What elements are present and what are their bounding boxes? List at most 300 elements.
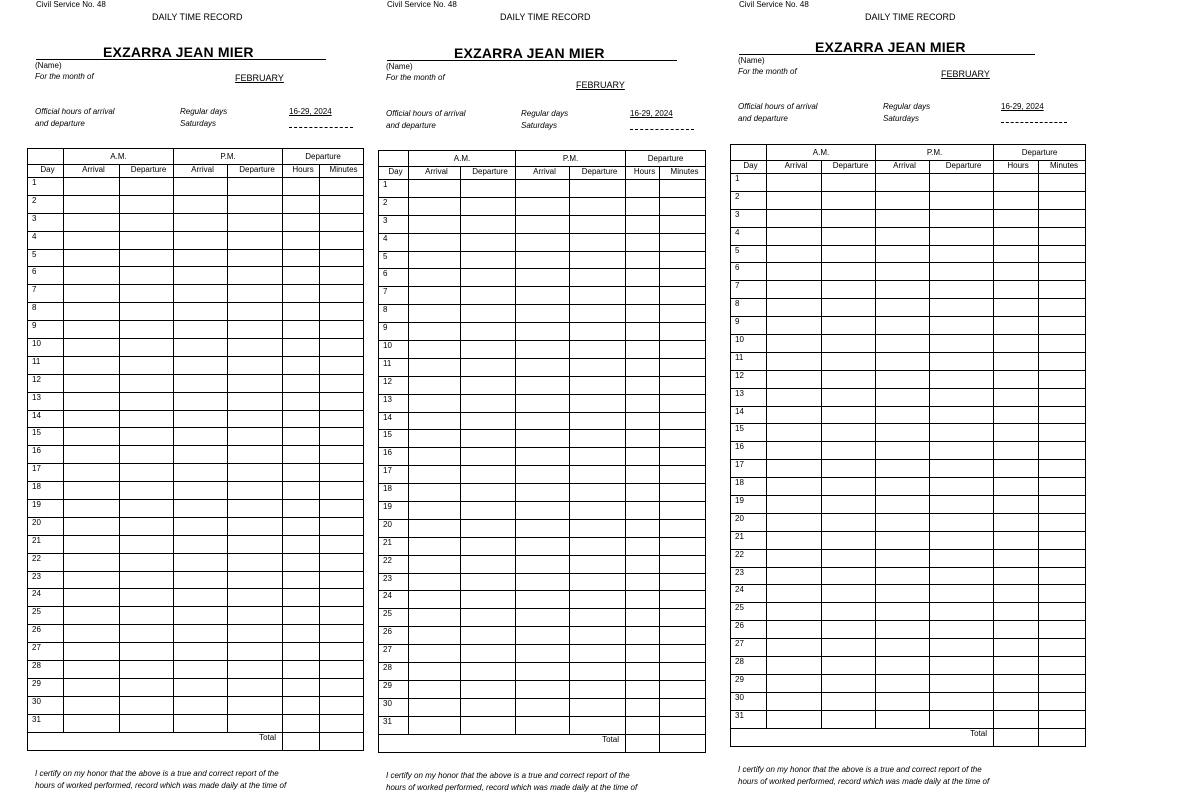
time-entry-cell[interactable] bbox=[876, 710, 930, 728]
time-entry-cell[interactable] bbox=[767, 692, 822, 710]
time-entry-cell[interactable] bbox=[228, 267, 283, 285]
time-entry-cell[interactable] bbox=[461, 430, 516, 448]
time-entry-cell[interactable] bbox=[930, 513, 994, 531]
time-entry-cell[interactable] bbox=[120, 678, 174, 696]
time-entry-cell[interactable] bbox=[570, 412, 626, 430]
time-entry-cell[interactable] bbox=[876, 227, 930, 245]
time-entry-cell[interactable] bbox=[930, 424, 994, 442]
time-entry-cell[interactable] bbox=[228, 428, 283, 446]
time-entry-cell[interactable] bbox=[120, 714, 174, 732]
time-entry-cell[interactable] bbox=[930, 442, 994, 460]
time-entry-cell[interactable] bbox=[461, 537, 516, 555]
time-entry-cell[interactable] bbox=[626, 341, 660, 359]
time-entry-cell[interactable] bbox=[626, 663, 660, 681]
time-entry-cell[interactable] bbox=[1039, 478, 1086, 496]
time-entry-cell[interactable] bbox=[626, 323, 660, 341]
time-entry-cell[interactable] bbox=[930, 388, 994, 406]
time-entry-cell[interactable] bbox=[516, 394, 570, 412]
time-entry-cell[interactable] bbox=[660, 663, 706, 681]
time-entry-cell[interactable] bbox=[283, 553, 320, 571]
time-entry-cell[interactable] bbox=[228, 321, 283, 339]
time-entry-cell[interactable] bbox=[409, 609, 461, 627]
time-entry-cell[interactable] bbox=[283, 267, 320, 285]
time-entry-cell[interactable] bbox=[120, 661, 174, 679]
time-entry-cell[interactable] bbox=[626, 680, 660, 698]
time-entry-cell[interactable] bbox=[930, 710, 994, 728]
time-entry-cell[interactable] bbox=[822, 424, 876, 442]
time-entry-cell[interactable] bbox=[461, 555, 516, 573]
time-entry-cell[interactable] bbox=[660, 484, 706, 502]
time-entry-cell[interactable] bbox=[767, 567, 822, 585]
time-entry-cell[interactable] bbox=[660, 448, 706, 466]
time-entry-cell[interactable] bbox=[516, 358, 570, 376]
time-entry-cell[interactable] bbox=[626, 645, 660, 663]
time-entry-cell[interactable] bbox=[876, 245, 930, 263]
time-entry-cell[interactable] bbox=[461, 305, 516, 323]
time-entry-cell[interactable] bbox=[409, 430, 461, 448]
time-entry-cell[interactable] bbox=[930, 174, 994, 192]
time-entry-cell[interactable] bbox=[283, 446, 320, 464]
time-entry-cell[interactable] bbox=[64, 285, 120, 303]
time-entry-cell[interactable] bbox=[930, 692, 994, 710]
time-entry-cell[interactable] bbox=[461, 680, 516, 698]
time-entry-cell[interactable] bbox=[174, 339, 228, 357]
time-entry-cell[interactable] bbox=[228, 517, 283, 535]
time-entry-cell[interactable] bbox=[461, 698, 516, 716]
time-entry-cell[interactable] bbox=[822, 549, 876, 567]
time-entry-cell[interactable] bbox=[409, 448, 461, 466]
time-entry-cell[interactable] bbox=[461, 251, 516, 269]
time-entry-cell[interactable] bbox=[660, 269, 706, 287]
time-entry-cell[interactable] bbox=[767, 388, 822, 406]
time-entry-cell[interactable] bbox=[64, 517, 120, 535]
time-entry-cell[interactable] bbox=[409, 251, 461, 269]
time-entry-cell[interactable] bbox=[994, 657, 1039, 675]
time-entry-cell[interactable] bbox=[570, 394, 626, 412]
time-entry-cell[interactable] bbox=[660, 502, 706, 520]
time-entry-cell[interactable] bbox=[876, 191, 930, 209]
time-entry-cell[interactable] bbox=[120, 195, 174, 213]
time-entry-cell[interactable] bbox=[228, 482, 283, 500]
time-entry-cell[interactable] bbox=[283, 178, 320, 196]
time-entry-cell[interactable] bbox=[283, 195, 320, 213]
time-entry-cell[interactable] bbox=[228, 696, 283, 714]
time-entry-cell[interactable] bbox=[994, 496, 1039, 514]
time-entry-cell[interactable] bbox=[64, 392, 120, 410]
time-entry-cell[interactable] bbox=[64, 267, 120, 285]
time-entry-cell[interactable] bbox=[626, 412, 660, 430]
time-entry-cell[interactable] bbox=[516, 680, 570, 698]
time-entry-cell[interactable] bbox=[767, 424, 822, 442]
time-entry-cell[interactable] bbox=[283, 249, 320, 267]
time-entry-cell[interactable] bbox=[1039, 299, 1086, 317]
time-entry-cell[interactable] bbox=[174, 285, 228, 303]
time-entry-cell[interactable] bbox=[120, 482, 174, 500]
time-entry-cell[interactable] bbox=[516, 412, 570, 430]
time-entry-cell[interactable] bbox=[767, 585, 822, 603]
time-entry-cell[interactable] bbox=[1039, 710, 1086, 728]
time-entry-cell[interactable] bbox=[516, 341, 570, 359]
total-minutes-cell[interactable] bbox=[660, 734, 706, 752]
time-entry-cell[interactable] bbox=[516, 305, 570, 323]
time-entry-cell[interactable] bbox=[660, 233, 706, 251]
time-entry-cell[interactable] bbox=[570, 180, 626, 198]
time-entry-cell[interactable] bbox=[228, 410, 283, 428]
time-entry-cell[interactable] bbox=[570, 341, 626, 359]
time-entry-cell[interactable] bbox=[660, 323, 706, 341]
time-entry-cell[interactable] bbox=[409, 180, 461, 198]
time-entry-cell[interactable] bbox=[120, 625, 174, 643]
time-entry-cell[interactable] bbox=[994, 531, 1039, 549]
time-entry-cell[interactable] bbox=[1039, 692, 1086, 710]
time-entry-cell[interactable] bbox=[626, 716, 660, 734]
time-entry-cell[interactable] bbox=[876, 496, 930, 514]
time-entry-cell[interactable] bbox=[876, 531, 930, 549]
time-entry-cell[interactable] bbox=[767, 335, 822, 353]
time-entry-cell[interactable] bbox=[570, 466, 626, 484]
time-entry-cell[interactable] bbox=[767, 299, 822, 317]
time-entry-cell[interactable] bbox=[461, 519, 516, 537]
time-entry-cell[interactable] bbox=[660, 555, 706, 573]
time-entry-cell[interactable] bbox=[461, 412, 516, 430]
time-entry-cell[interactable] bbox=[174, 392, 228, 410]
time-entry-cell[interactable] bbox=[994, 352, 1039, 370]
time-entry-cell[interactable] bbox=[767, 191, 822, 209]
time-entry-cell[interactable] bbox=[822, 317, 876, 335]
time-entry-cell[interactable] bbox=[570, 609, 626, 627]
time-entry-cell[interactable] bbox=[626, 609, 660, 627]
time-entry-cell[interactable] bbox=[409, 573, 461, 591]
time-entry-cell[interactable] bbox=[767, 263, 822, 281]
time-entry-cell[interactable] bbox=[516, 698, 570, 716]
time-entry-cell[interactable] bbox=[461, 663, 516, 681]
time-entry-cell[interactable] bbox=[120, 285, 174, 303]
time-entry-cell[interactable] bbox=[516, 591, 570, 609]
time-entry-cell[interactable] bbox=[626, 215, 660, 233]
time-entry-cell[interactable] bbox=[64, 321, 120, 339]
time-entry-cell[interactable] bbox=[174, 589, 228, 607]
time-entry-cell[interactable] bbox=[822, 245, 876, 263]
time-entry-cell[interactable] bbox=[516, 448, 570, 466]
time-entry-cell[interactable] bbox=[994, 513, 1039, 531]
time-entry-cell[interactable] bbox=[409, 287, 461, 305]
time-entry-cell[interactable] bbox=[660, 645, 706, 663]
time-entry-cell[interactable] bbox=[822, 603, 876, 621]
time-entry-cell[interactable] bbox=[1039, 639, 1086, 657]
time-entry-cell[interactable] bbox=[876, 478, 930, 496]
time-entry-cell[interactable] bbox=[570, 448, 626, 466]
time-entry-cell[interactable] bbox=[461, 376, 516, 394]
time-entry-cell[interactable] bbox=[876, 513, 930, 531]
time-entry-cell[interactable] bbox=[174, 553, 228, 571]
time-entry-cell[interactable] bbox=[876, 549, 930, 567]
time-entry-cell[interactable] bbox=[174, 231, 228, 249]
time-entry-cell[interactable] bbox=[1039, 549, 1086, 567]
time-entry-cell[interactable] bbox=[516, 269, 570, 287]
time-entry-cell[interactable] bbox=[283, 589, 320, 607]
time-entry-cell[interactable] bbox=[461, 287, 516, 305]
time-entry-cell[interactable] bbox=[64, 625, 120, 643]
time-entry-cell[interactable] bbox=[660, 680, 706, 698]
time-entry-cell[interactable] bbox=[461, 573, 516, 591]
time-entry-cell[interactable] bbox=[409, 680, 461, 698]
time-entry-cell[interactable] bbox=[283, 213, 320, 231]
time-entry-cell[interactable] bbox=[283, 231, 320, 249]
time-entry-cell[interactable] bbox=[461, 448, 516, 466]
time-entry-cell[interactable] bbox=[930, 585, 994, 603]
time-entry-cell[interactable] bbox=[570, 484, 626, 502]
time-entry-cell[interactable] bbox=[283, 571, 320, 589]
time-entry-cell[interactable] bbox=[822, 460, 876, 478]
time-entry-cell[interactable] bbox=[228, 607, 283, 625]
time-entry-cell[interactable] bbox=[822, 352, 876, 370]
time-entry-cell[interactable] bbox=[1039, 442, 1086, 460]
time-entry-cell[interactable] bbox=[570, 269, 626, 287]
time-entry-cell[interactable] bbox=[516, 376, 570, 394]
time-entry-cell[interactable] bbox=[626, 502, 660, 520]
time-entry-cell[interactable] bbox=[461, 323, 516, 341]
time-entry-cell[interactable] bbox=[660, 180, 706, 198]
time-entry-cell[interactable] bbox=[516, 251, 570, 269]
time-entry-cell[interactable] bbox=[994, 603, 1039, 621]
time-entry-cell[interactable] bbox=[120, 267, 174, 285]
time-entry-cell[interactable] bbox=[64, 464, 120, 482]
time-entry-cell[interactable] bbox=[283, 517, 320, 535]
time-entry-cell[interactable] bbox=[120, 696, 174, 714]
time-entry-cell[interactable] bbox=[174, 517, 228, 535]
time-entry-cell[interactable] bbox=[409, 376, 461, 394]
time-entry-cell[interactable] bbox=[1039, 621, 1086, 639]
time-entry-cell[interactable] bbox=[767, 549, 822, 567]
time-entry-cell[interactable] bbox=[660, 609, 706, 627]
time-entry-cell[interactable] bbox=[461, 269, 516, 287]
time-entry-cell[interactable] bbox=[283, 392, 320, 410]
time-entry-cell[interactable] bbox=[283, 356, 320, 374]
time-entry-cell[interactable] bbox=[994, 621, 1039, 639]
time-entry-cell[interactable] bbox=[626, 627, 660, 645]
time-entry-cell[interactable] bbox=[626, 448, 660, 466]
time-entry-cell[interactable] bbox=[767, 674, 822, 692]
time-entry-cell[interactable] bbox=[1039, 496, 1086, 514]
time-entry-cell[interactable] bbox=[822, 478, 876, 496]
time-entry-cell[interactable] bbox=[930, 263, 994, 281]
time-entry-cell[interactable] bbox=[930, 657, 994, 675]
time-entry-cell[interactable] bbox=[570, 519, 626, 537]
time-entry-cell[interactable] bbox=[994, 460, 1039, 478]
time-entry-cell[interactable] bbox=[994, 406, 1039, 424]
time-entry-cell[interactable] bbox=[626, 358, 660, 376]
time-entry-cell[interactable] bbox=[822, 692, 876, 710]
time-entry-cell[interactable] bbox=[174, 428, 228, 446]
time-entry-cell[interactable] bbox=[1039, 406, 1086, 424]
time-entry-cell[interactable] bbox=[994, 174, 1039, 192]
time-entry-cell[interactable] bbox=[626, 430, 660, 448]
time-entry-cell[interactable] bbox=[660, 197, 706, 215]
time-entry-cell[interactable] bbox=[120, 428, 174, 446]
time-entry-cell[interactable] bbox=[876, 317, 930, 335]
time-entry-cell[interactable] bbox=[930, 496, 994, 514]
time-entry-cell[interactable] bbox=[930, 567, 994, 585]
time-entry-cell[interactable] bbox=[822, 621, 876, 639]
time-entry-cell[interactable] bbox=[516, 663, 570, 681]
time-entry-cell[interactable] bbox=[570, 287, 626, 305]
time-entry-cell[interactable] bbox=[461, 645, 516, 663]
time-entry-cell[interactable] bbox=[409, 555, 461, 573]
time-entry-cell[interactable] bbox=[409, 484, 461, 502]
time-entry-cell[interactable] bbox=[767, 460, 822, 478]
time-entry-cell[interactable] bbox=[228, 356, 283, 374]
time-entry-cell[interactable] bbox=[876, 603, 930, 621]
time-entry-cell[interactable] bbox=[994, 245, 1039, 263]
total-minutes-cell[interactable] bbox=[1039, 728, 1086, 746]
time-entry-cell[interactable] bbox=[64, 696, 120, 714]
time-entry-cell[interactable] bbox=[876, 281, 930, 299]
time-entry-cell[interactable] bbox=[228, 446, 283, 464]
time-entry-cell[interactable] bbox=[409, 591, 461, 609]
time-entry-cell[interactable] bbox=[409, 698, 461, 716]
time-entry-cell[interactable] bbox=[461, 466, 516, 484]
time-entry-cell[interactable] bbox=[626, 519, 660, 537]
time-entry-cell[interactable] bbox=[767, 245, 822, 263]
time-entry-cell[interactable] bbox=[64, 535, 120, 553]
time-entry-cell[interactable] bbox=[767, 478, 822, 496]
time-entry-cell[interactable] bbox=[64, 303, 120, 321]
time-entry-cell[interactable] bbox=[767, 209, 822, 227]
time-entry-cell[interactable] bbox=[626, 233, 660, 251]
time-entry-cell[interactable] bbox=[174, 303, 228, 321]
time-entry-cell[interactable] bbox=[876, 460, 930, 478]
time-entry-cell[interactable] bbox=[876, 639, 930, 657]
time-entry-cell[interactable] bbox=[660, 573, 706, 591]
time-entry-cell[interactable] bbox=[228, 625, 283, 643]
time-entry-cell[interactable] bbox=[876, 657, 930, 675]
time-entry-cell[interactable] bbox=[516, 197, 570, 215]
time-entry-cell[interactable] bbox=[994, 478, 1039, 496]
time-entry-cell[interactable] bbox=[1039, 460, 1086, 478]
time-entry-cell[interactable] bbox=[461, 502, 516, 520]
time-entry-cell[interactable] bbox=[409, 645, 461, 663]
time-entry-cell[interactable] bbox=[626, 376, 660, 394]
time-entry-cell[interactable] bbox=[930, 603, 994, 621]
time-entry-cell[interactable] bbox=[174, 213, 228, 231]
time-entry-cell[interactable] bbox=[1039, 174, 1086, 192]
time-entry-cell[interactable] bbox=[570, 323, 626, 341]
time-entry-cell[interactable] bbox=[1039, 513, 1086, 531]
time-entry-cell[interactable] bbox=[283, 625, 320, 643]
time-entry-cell[interactable] bbox=[461, 358, 516, 376]
time-entry-cell[interactable] bbox=[822, 335, 876, 353]
time-entry-cell[interactable] bbox=[120, 643, 174, 661]
time-entry-cell[interactable] bbox=[516, 484, 570, 502]
time-entry-cell[interactable] bbox=[1039, 352, 1086, 370]
time-entry-cell[interactable] bbox=[120, 213, 174, 231]
time-entry-cell[interactable] bbox=[930, 639, 994, 657]
time-entry-cell[interactable] bbox=[930, 406, 994, 424]
time-entry-cell[interactable] bbox=[930, 209, 994, 227]
time-entry-cell[interactable] bbox=[283, 428, 320, 446]
time-entry-cell[interactable] bbox=[994, 585, 1039, 603]
time-entry-cell[interactable] bbox=[120, 517, 174, 535]
time-entry-cell[interactable] bbox=[930, 460, 994, 478]
total-hours-cell[interactable] bbox=[626, 734, 660, 752]
time-entry-cell[interactable] bbox=[461, 716, 516, 734]
time-entry-cell[interactable] bbox=[822, 531, 876, 549]
time-entry-cell[interactable] bbox=[994, 442, 1039, 460]
time-entry-cell[interactable] bbox=[994, 549, 1039, 567]
time-entry-cell[interactable] bbox=[1039, 603, 1086, 621]
time-entry-cell[interactable] bbox=[64, 410, 120, 428]
time-entry-cell[interactable] bbox=[767, 406, 822, 424]
time-entry-cell[interactable] bbox=[994, 263, 1039, 281]
time-entry-cell[interactable] bbox=[120, 553, 174, 571]
time-entry-cell[interactable] bbox=[228, 195, 283, 213]
time-entry-cell[interactable] bbox=[876, 621, 930, 639]
time-entry-cell[interactable] bbox=[626, 197, 660, 215]
time-entry-cell[interactable] bbox=[822, 567, 876, 585]
time-entry-cell[interactable] bbox=[64, 178, 120, 196]
time-entry-cell[interactable] bbox=[516, 287, 570, 305]
time-entry-cell[interactable] bbox=[283, 714, 320, 732]
time-entry-cell[interactable] bbox=[409, 537, 461, 555]
time-entry-cell[interactable] bbox=[1039, 370, 1086, 388]
time-entry-cell[interactable] bbox=[767, 603, 822, 621]
time-entry-cell[interactable] bbox=[767, 513, 822, 531]
time-entry-cell[interactable] bbox=[228, 178, 283, 196]
time-entry-cell[interactable] bbox=[409, 233, 461, 251]
time-entry-cell[interactable] bbox=[822, 299, 876, 317]
time-entry-cell[interactable] bbox=[570, 233, 626, 251]
time-entry-cell[interactable] bbox=[822, 227, 876, 245]
time-entry-cell[interactable] bbox=[228, 464, 283, 482]
time-entry-cell[interactable] bbox=[876, 567, 930, 585]
time-entry-cell[interactable] bbox=[822, 585, 876, 603]
time-entry-cell[interactable] bbox=[930, 478, 994, 496]
time-entry-cell[interactable] bbox=[930, 352, 994, 370]
time-entry-cell[interactable] bbox=[283, 607, 320, 625]
time-entry-cell[interactable] bbox=[228, 213, 283, 231]
time-entry-cell[interactable] bbox=[1039, 531, 1086, 549]
time-entry-cell[interactable] bbox=[120, 303, 174, 321]
time-entry-cell[interactable] bbox=[120, 392, 174, 410]
time-entry-cell[interactable] bbox=[1039, 263, 1086, 281]
time-entry-cell[interactable] bbox=[516, 716, 570, 734]
time-entry-cell[interactable] bbox=[64, 589, 120, 607]
time-entry-cell[interactable] bbox=[174, 356, 228, 374]
time-entry-cell[interactable] bbox=[516, 430, 570, 448]
time-entry-cell[interactable] bbox=[461, 341, 516, 359]
time-entry-cell[interactable] bbox=[626, 484, 660, 502]
time-entry-cell[interactable] bbox=[1039, 567, 1086, 585]
time-entry-cell[interactable] bbox=[228, 678, 283, 696]
time-entry-cell[interactable] bbox=[930, 191, 994, 209]
time-entry-cell[interactable] bbox=[660, 698, 706, 716]
time-entry-cell[interactable] bbox=[660, 716, 706, 734]
time-entry-cell[interactable] bbox=[516, 519, 570, 537]
time-entry-cell[interactable] bbox=[120, 321, 174, 339]
time-entry-cell[interactable] bbox=[876, 406, 930, 424]
time-entry-cell[interactable] bbox=[767, 657, 822, 675]
time-entry-cell[interactable] bbox=[570, 251, 626, 269]
time-entry-cell[interactable] bbox=[930, 621, 994, 639]
time-entry-cell[interactable] bbox=[516, 609, 570, 627]
time-entry-cell[interactable] bbox=[283, 678, 320, 696]
time-entry-cell[interactable] bbox=[1039, 317, 1086, 335]
time-entry-cell[interactable] bbox=[994, 674, 1039, 692]
time-entry-cell[interactable] bbox=[283, 303, 320, 321]
time-entry-cell[interactable] bbox=[64, 428, 120, 446]
time-entry-cell[interactable] bbox=[660, 430, 706, 448]
time-entry-cell[interactable] bbox=[994, 370, 1039, 388]
